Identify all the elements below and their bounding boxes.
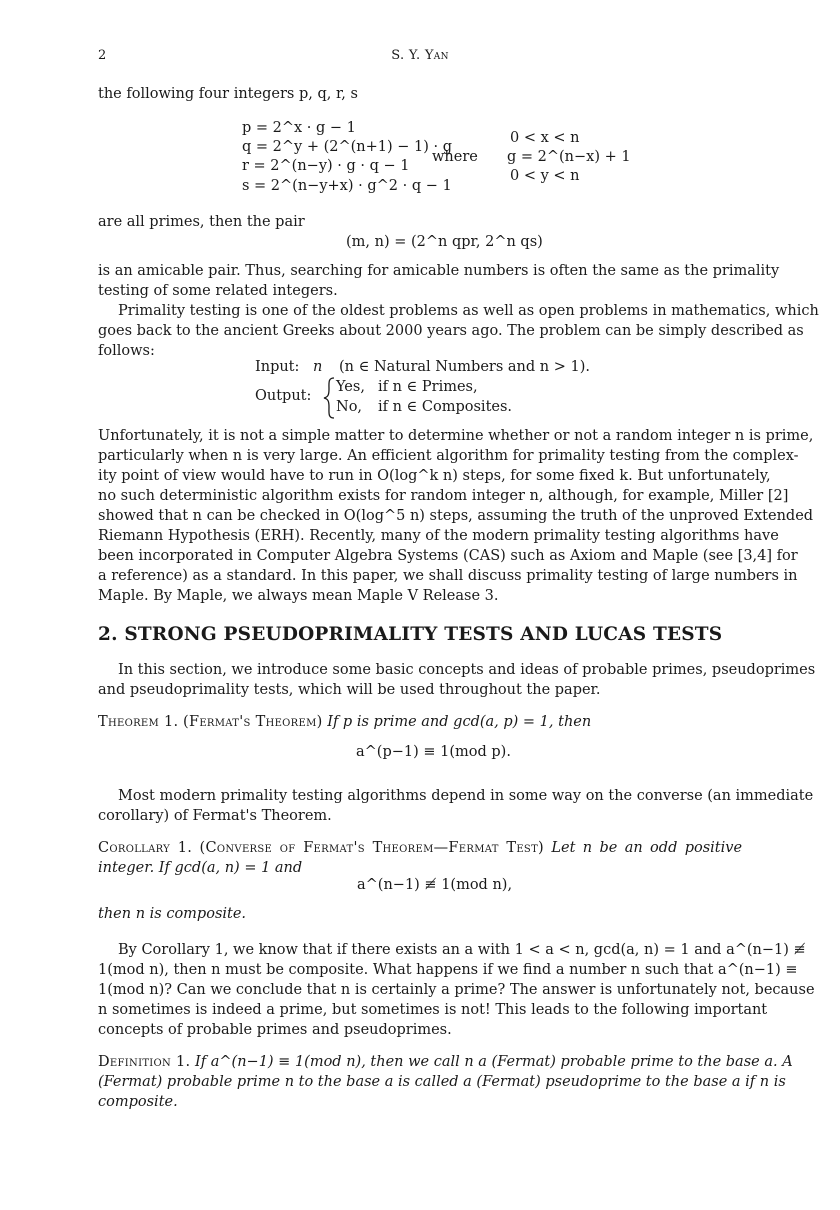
output-no-condition: if n ∈ Composites. bbox=[378, 399, 513, 415]
equation-p: p = 2^x · g − 1 bbox=[242, 120, 356, 136]
para3-line: ity point of view would have to run in O(log^k n) steps, for some fixed k. But unfortunately, bbox=[98, 468, 771, 484]
equation-r: r = 2^(n−y) · g · q − 1 bbox=[242, 158, 410, 174]
para6-line: By Corollary 1, we know that if there exists an a with 1 < a < n, gcd(a, n) = 1 and a^(n−1) ≢ bbox=[118, 942, 806, 958]
para2-line: Primality testing is one of the oldest problems as well as open problems in mathematics, which bbox=[118, 303, 819, 319]
para6-line: concepts of probable primes and pseudoprimes. bbox=[98, 1022, 452, 1038]
section-heading: 2. STRONG PSEUDOPRIMALITY TESTS AND LUCAS TESTS bbox=[98, 624, 723, 645]
corollary-1 bbox=[98, 838, 742, 858]
para4-line: In this section, we introduce some basic concepts and ideas of probable primes, pseudoprimes bbox=[118, 662, 816, 678]
input-var: n bbox=[313, 359, 323, 375]
para3-line: Riemann Hypothesis (ERH). Recently, many of the modern primality testing algorithms have bbox=[98, 528, 779, 544]
definition-line: (Fermat) probable prime n to the base a is called a (Fermat) pseudoprime to the base a if n is bbox=[98, 1074, 786, 1090]
para3-line: Unfortunately, it is not a simple matter to determine whether or not a random integer n is prime, bbox=[98, 428, 814, 444]
theorem-statement: If p is prime and gcd(a, p) = 1, then bbox=[327, 714, 592, 730]
corollary-conclusion: then n is composite. bbox=[98, 906, 247, 922]
para6-line: n sometimes is indeed a prime, but sometimes is not! This leads to the following important bbox=[98, 1002, 768, 1018]
para1-line: testing of some related integers. bbox=[98, 283, 338, 299]
output-yes-condition: if n ∈ Primes, bbox=[378, 379, 478, 395]
para3-line: been incorporated in Computer Algebra Systems (CAS) such as Axiom and Maple (see [3,4] for bbox=[98, 548, 798, 564]
para1-line: is an amicable pair. Thus, searching for amicable numbers is often the same as the primality bbox=[98, 263, 780, 279]
corollary-statement: Let n be an odd positive bbox=[551, 840, 743, 856]
para3-line: Maple. By Maple, we always mean Maple V Release 3. bbox=[98, 588, 499, 604]
para2-line: follows: bbox=[98, 343, 155, 359]
fermat-test-formula: a^(n−1) ≢ 1(mod n), bbox=[357, 877, 513, 893]
para6-line: 1(mod n)? Can we conclude that n is certainly a prime? The answer is unfortunately not, because bbox=[98, 982, 815, 998]
para2-line: goes back to the ancient Greeks about 2000 years ago. The problem can be simply described as bbox=[98, 323, 804, 339]
para6-line: 1(mod n), then n must be composite. What happens if we find a number n such that a^(n−1) ≡ bbox=[98, 962, 798, 978]
para3-line: particularly when n is very large. An efficient algorithm for primality testing from the complex- bbox=[98, 448, 799, 464]
corollary-name: (Converse of Fermat's Theorem—Fermat Test) bbox=[199, 840, 545, 856]
theorem-label: Theorem 1. bbox=[98, 714, 179, 730]
para5-line: Most modern primality testing algorithms depend in some way on the converse (an immediate bbox=[118, 788, 814, 804]
para3-line: a reference) as a standard. In this paper, we shall discuss primality testing of large numbers in bbox=[98, 568, 798, 584]
running-title: S. Y. Yan bbox=[391, 48, 449, 63]
theorem-1 bbox=[98, 712, 742, 732]
definition-line: composite. bbox=[98, 1094, 178, 1110]
amicable-pair-equation: (m, n) = (2^n qpr, 2^n qs) bbox=[346, 234, 543, 250]
para3-line: no such deterministic algorithm exists for random integer n, although, for example, Miller [2] bbox=[98, 488, 789, 504]
condition-x: 0 < x < n bbox=[510, 130, 580, 146]
equation-s: s = 2^(n−y+x) · g^2 · q − 1 bbox=[242, 178, 452, 194]
fermat-formula: a^(p−1) ≡ 1(mod p). bbox=[356, 744, 511, 760]
para5-line: corollary) of Fermat's Theorem. bbox=[98, 808, 332, 824]
output-yes: Yes, bbox=[336, 379, 365, 395]
left-brace bbox=[322, 377, 336, 419]
input-condition: (n ∈ Natural Numbers and n > 1). bbox=[339, 359, 590, 375]
definition-text: If a^(n−1) ≡ 1(mod n), then we call n a (Fermat) probable prime to the base a. A bbox=[195, 1054, 793, 1070]
page-number: 2 bbox=[98, 48, 107, 63]
output-no: No, bbox=[336, 399, 363, 415]
para3-line: showed that n can be checked in O(log^5 n) steps, assuming the truth of the unproved Extended bbox=[98, 508, 814, 524]
output-label: Output: bbox=[255, 388, 312, 404]
intro-line: the following four integers p, q, r, s bbox=[98, 86, 358, 102]
theorem-name: (Fermat's Theorem) bbox=[183, 714, 323, 730]
condition-y: 0 < y < n bbox=[510, 168, 580, 184]
definition-1 bbox=[98, 1052, 793, 1072]
primes-line: are all primes, then the pair bbox=[98, 214, 305, 230]
condition-g: g = 2^(n−x) + 1 bbox=[507, 149, 631, 165]
corollary-statement-cont: integer. If gcd(a, n) = 1 and bbox=[98, 860, 303, 876]
input-label: Input: bbox=[255, 359, 300, 375]
definition-label: Definition 1. bbox=[98, 1054, 191, 1070]
para4-line: and pseudoprimality tests, which will be used throughout the paper. bbox=[98, 682, 601, 698]
equation-q: q = 2^y + (2^(n+1) − 1) · g bbox=[242, 139, 453, 155]
corollary-label: Corollary 1. bbox=[98, 840, 193, 856]
where-label: where bbox=[432, 149, 478, 165]
